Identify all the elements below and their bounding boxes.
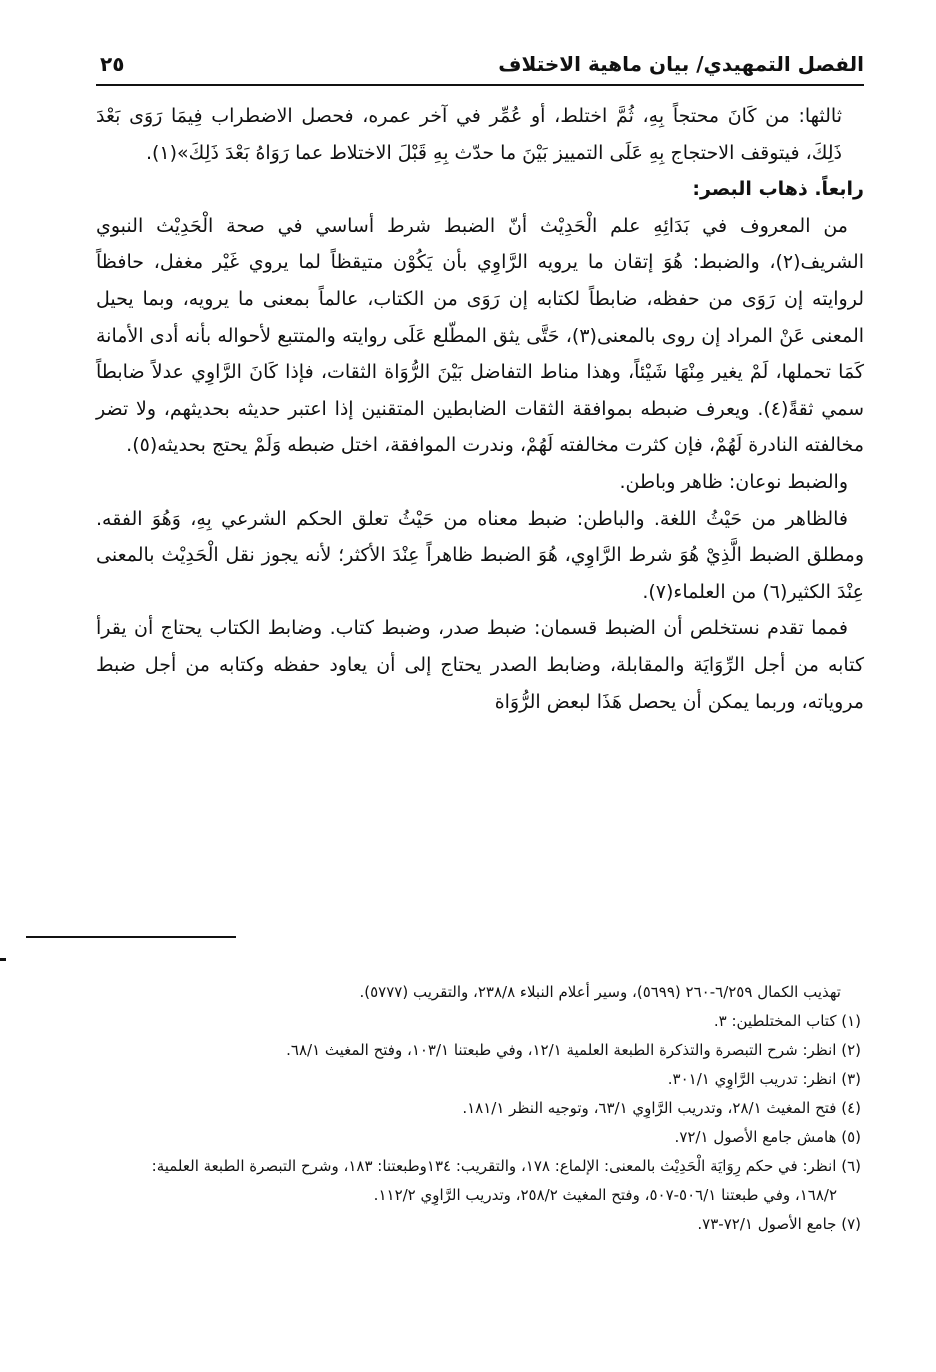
footnote-item: (٥) هامش جامع الأصول ٧٢/١. — [674, 1128, 861, 1146]
footnote-item: (٧) جامع الأصول ٧٢/١-٧٣. — [697, 1215, 861, 1233]
main-text — [96, 98, 864, 720]
footnotes — [131, 978, 861, 1239]
footnote-continuation: تهذيب الكمال ٦/٢٥٩-٢٦٠ (٥٦٩٩)، وسير أعلام النبلاء ٢٣٨/٨، والتقريب (٥٧٧٧). — [359, 983, 841, 1001]
footnote-item: (٤) فتح المغيث ٢٨/١، وتدريب الرَّاوِي ٦٣/١، وتوجيه النظر ١٨١/١. — [462, 1099, 861, 1117]
paragraph-third: ثالثها: من كَانَ محتجاً بِهِ، ثُمَّ اختلط، أو عُمِّر في آخر عمره، فحصل الاضطراب فِيمَا رَوَى بَعْدَ ذَلِكَ، فيتوقف الاحتجاج بِهِ عَلَى التمييز بَيْنَ ما حدّث بِهِ قَبْلَ الاختلاط عما رَوَاهُ بَعْدَ ذَلِكَ»(١). — [96, 105, 842, 164]
section-heading: رابعاً. ذهاب البصر: — [692, 178, 864, 201]
footnote-item: (١) كتاب المختلطين: ٣. — [713, 1012, 861, 1030]
footnote-item: (٣) انظر: تدريب الرَّاوِي ٣٠١/١. — [667, 1070, 861, 1088]
footnote-item: (٦) انظر: في حكم رِوَايَة الْحَدِيْث بالمعنى: الإلماع: ١٧٨، والتقريب: ١٣٤وطبعتنا: ١٨٣، وشرح التبصرة الطبعة العلمية: ١٦٨/٢، وفي طبعتنا ٥٠٦/١-٥٠٧، وفتح المغيث ٢٥٨/٢، وتدريب الرَّاوِي ١١٢/٢. — [151, 1157, 861, 1204]
footnote-item: (٢) انظر: شرح التبصرة والتذكرة الطبعة العلمية ١٢/١، وفي طبعتنا ١٠٣/١، وفتح المغيث ٦٨/١. — [286, 1041, 861, 1059]
footnote-dash — [0, 958, 6, 961]
book-page — [96, 46, 864, 720]
paragraph-dabt: من المعروف في بَدَائِهِ علم الْحَدِيْث أنّ الضبط شرط أساسي في صحة الْحَدِيْث النبوي الشريف(٢)، والضبط: هُوَ إتقان ما يرويه الرَّاوِي بأن يَكُوْن متيقظاً لما يروي غَيْر مغفل، حافظاً لروايته إن رَوَى من حفظه، ضابطاً لكتابه إن رَوَى من الكتاب، عالماً بمعنى ما يرويه، وبما يحيل المعنى عَنْ المراد إن روى بالمعنى(٣)، حَتَّى يثق المطّلع عَلَى روايته والمتتبع لأحواله بأنه أدى الأمانة كَمَا تحملها، لَمْ يغير مِنْهَا شَيْئاً، وهذا مناط التفاضل بَيْنَ الرُّوَاة الثقات، فإذا كَانَ الرَّاوِي عدلاً ضابطاً سمي ثقةً(٤). ويعرف ضبطه بموافقة الثقات الضابطين المتقنين إذا اعتبر حديثه بحديثهم، ولا تضر مخالفته النادرة لَهُمْ، فإن كثرت مخالفته لَهُمْ، وندرت الموافقة، اختل ضبطه وَلَمْ يحتج بحديثه(٥). — [96, 214, 865, 457]
footnote-separator — [26, 936, 236, 938]
paragraph-zahir-batin: فالظاهر من حَيْثُ اللغة. والباطن: ضبط معناه من حَيْثُ تعلق الحكم الشرعي بِهِ، وَهُوَ الفقه. ومطلق الضبط الَّذِيْ هُوَ شرط الرَّاوِي، هُوَ الضبط ظاهراً عِنْدَ الأكثر؛ لأنه يجوز نقل الْحَدِيْث بالمعنى عِنْدَ الكثير(٦) من العلماء(٧). — [96, 507, 864, 603]
paragraph-dabt-types: والضبط نوعان: ظاهر وباطن. — [619, 470, 848, 493]
page-number: ٢٥ — [100, 52, 125, 76]
running-title: الفصل التمهيدي/ بيان ماهية الاختلاف — [498, 52, 864, 76]
page-header — [96, 46, 864, 86]
paragraph-conclusion: فمما تقدم نستخلص أن الضبط قسمان: ضبط صدر، وضبط كتاب. وضابط الكتاب يحتاج أن يقرأ كتابه من أجل الرِّوَايَة والمقابلة، وضابط الصدر يحتاج إلى أن يعاود حفظه وكتابه من أجل ضبط مروياته، وربما يمكن أن يحصل هَذَا لبعض الرُّوَاة — [96, 617, 864, 713]
